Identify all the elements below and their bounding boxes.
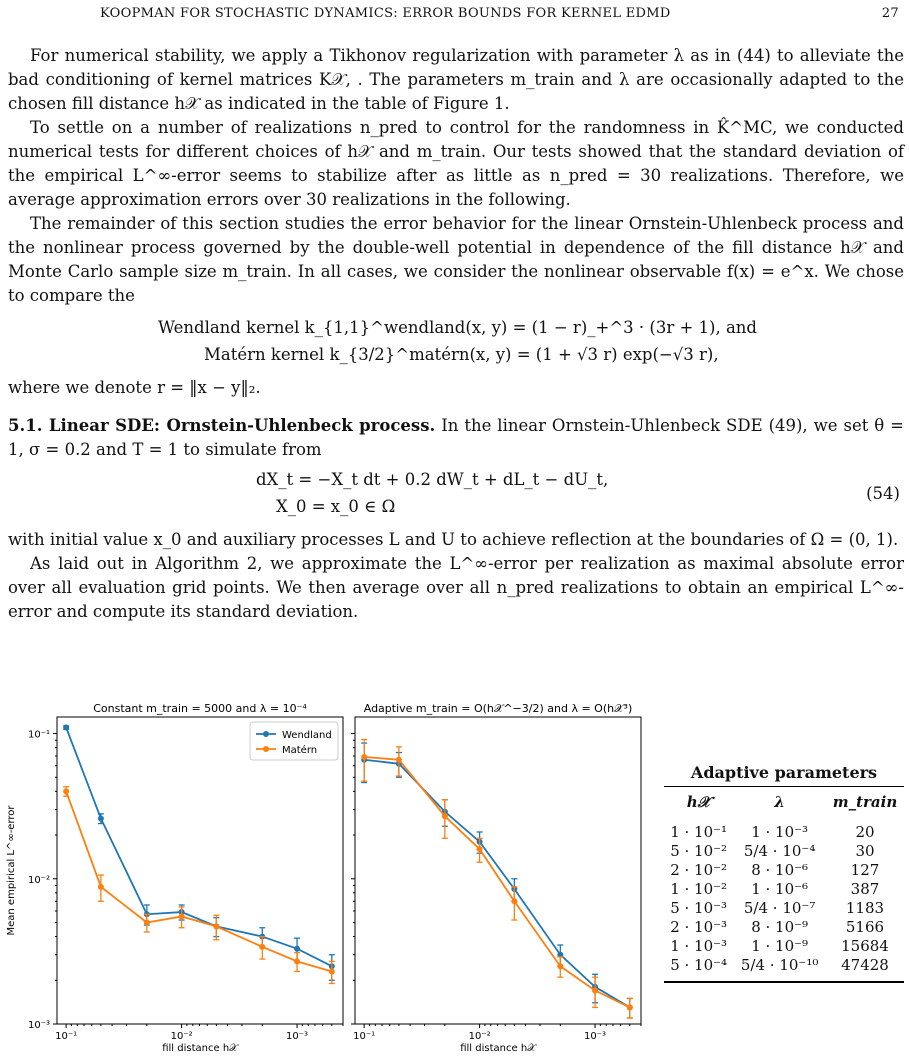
x-tick-label: 10⁻¹	[55, 1031, 78, 1042]
equation-number: (54)	[866, 484, 900, 503]
chart-title: Constant m_train = 5000 and λ = 10⁻⁴	[93, 702, 307, 715]
data-point	[179, 913, 185, 919]
table-cell: 47428	[841, 956, 889, 974]
data-point	[98, 884, 104, 890]
table-cell: 20	[855, 823, 875, 841]
page-number: 27	[881, 6, 899, 21]
table-cell: 15684	[841, 937, 889, 955]
table-row	[664, 861, 904, 880]
data-point	[294, 958, 300, 964]
table-cell: 8 · 10⁻⁹	[751, 918, 809, 936]
table-cell: 1 · 10⁻¹	[670, 823, 728, 841]
paragraph-3: The remainder of this section studies the error behavior for the linear Ornstein-Uhlenbeck process and the nonlinear process governed by the double-well potential in dependence of the fill distance h𝒳 and Monte Carlo sample size m_train. In all cases, we consider the nonlinear observable f(x) = e^x. We chose to compare the	[8, 214, 904, 305]
data-point	[592, 988, 598, 994]
data-point	[627, 1004, 633, 1010]
table-cell: 1 · 10⁻³	[751, 823, 809, 841]
table-cell: 2 · 10⁻²	[670, 861, 728, 879]
chart-title: Adaptive m_train = O(h𝒳^−3/2) and λ = O(h𝒳³)	[363, 702, 633, 715]
table-caption: Adaptive parameters	[690, 763, 878, 782]
table-cell: 1 · 10⁻³	[670, 937, 728, 955]
table-row	[664, 899, 904, 918]
table-cell: 5/4 · 10⁻⁴	[743, 842, 816, 860]
y-axis-label: Mean empirical L^∞-error	[6, 805, 17, 936]
table-cell: 8 · 10⁻⁶	[751, 861, 809, 879]
series-line-wendland	[66, 728, 332, 967]
plot-frame	[57, 717, 343, 1024]
table-cell: 1 · 10⁻²	[670, 880, 728, 898]
col-mtrain: m_train	[832, 793, 898, 811]
table-cell: 5 · 10⁻²	[670, 842, 728, 860]
table-row	[664, 937, 904, 956]
data-point	[511, 898, 517, 904]
table-cell: 1183	[845, 899, 885, 917]
x-axis-label: fill distance h𝒳	[460, 1043, 536, 1054]
legend-marker	[263, 731, 269, 737]
table-cell: 127	[850, 861, 880, 879]
paragraph-6: with initial value x_0 and auxiliary processes L and U to achieve reflection at the boundaries of Ω = (0, 1).	[8, 530, 899, 549]
table-cell: 5 · 10⁻⁴	[670, 956, 728, 974]
table-cell: 5166	[845, 918, 885, 936]
data-point	[63, 788, 69, 794]
sde-line-2: X_0 = x_0 ∈ Ω	[276, 497, 396, 516]
table-row	[664, 880, 904, 899]
x-tick-label: 10⁻³	[584, 1031, 607, 1042]
data-point	[477, 846, 483, 852]
sde-line-1: dX_t = −X_t dt + 0.2 dW_t + dL_t − dU_t,	[256, 470, 609, 489]
table-cell: 387	[850, 880, 880, 898]
series-line-matérn	[364, 757, 630, 1008]
data-point	[144, 919, 150, 925]
paragraph-1: For numerical stability, we apply a Tikhonov regularization with parameter λ as in (44) to alleviate the bad conditioning of kernel matrices K𝒳, . The parameters m_train and λ are occasionally adapted to the chosen fill distance h𝒳 as indicated in the table of Figure 1.	[8, 46, 904, 113]
data-point	[396, 757, 402, 763]
series-line-matérn	[66, 791, 332, 971]
data-point	[329, 968, 335, 974]
table-cell: 5 · 10⁻³	[670, 899, 728, 917]
section-text: In the linear Ornstein-Uhlenbeck SDE (49), we set θ = 1, σ = 0.2 and T = 1 to simulate from	[8, 416, 905, 459]
col-h: h𝒳	[686, 793, 711, 811]
section-5-1	[8, 414, 904, 462]
series-line-wendland	[364, 760, 630, 1008]
data-point	[259, 944, 265, 950]
table-cell: 1 · 10⁻⁶	[751, 880, 809, 898]
sde-equation	[8, 468, 904, 522]
data-point	[294, 946, 300, 952]
table-cell: 1 · 10⁻⁹	[751, 937, 809, 955]
legend-label: Matérn	[282, 745, 318, 756]
data-point	[442, 813, 448, 819]
section-title: 5.1. Linear SDE: Ornstein-Uhlenbeck process.	[8, 416, 436, 435]
table-cell: 5/4 · 10⁻⁷	[743, 899, 816, 917]
y-tick-label: 10⁻³	[27, 1020, 50, 1031]
body-text	[8, 44, 904, 624]
data-point	[557, 963, 563, 969]
table-row	[664, 918, 904, 937]
table-cell: 2 · 10⁻³	[670, 918, 728, 936]
table-cell: 5/4 · 10⁻¹⁰	[740, 956, 819, 974]
data-point	[213, 923, 219, 929]
x-tick-label: 10⁻²	[170, 1031, 193, 1042]
paragraph-2: To settle on a number of realizations n_pred to control for the randomness in K̂^MC, we conducted numerical tests for different choices of h𝒳 and m_train. Our tests showed that the standard deviation of the empirical L^∞-error seems to stabilize after as little as n_pred = 30 realizations. Therefore, we average approximation errors over 30 realizations in the following.	[8, 118, 904, 209]
data-point	[361, 754, 367, 760]
data-point	[98, 816, 104, 822]
col-lambda: λ	[774, 793, 785, 811]
paragraph-4: where we denote r = ‖x − y‖₂.	[8, 378, 261, 397]
adaptive-parameters-table	[664, 763, 904, 983]
x-axis-label: fill distance h𝒳	[162, 1043, 238, 1054]
table-row	[664, 842, 904, 861]
wendland-equation: Wendland kernel k_{1,1}^wendland(x, y) = (1 − r)_+^3 · (3r + 1), and	[158, 318, 757, 337]
legend-label: Wendland	[282, 730, 332, 741]
x-tick-label: 10⁻²	[468, 1031, 491, 1042]
x-tick-label: 10⁻¹	[353, 1031, 376, 1042]
paragraph-7: As laid out in Algorithm 2, we approximate the L^∞-error per realization as maximal absolute error over all evaluation grid points. We then average over all n_pred realizations to obtain an empirical L^∞-error and compute its standard deviation.	[8, 554, 904, 621]
header-title: KOOPMAN FOR STOCHASTIC DYNAMICS: ERROR BOUNDS FOR KERNEL EDMD	[100, 6, 671, 21]
table-row	[664, 817, 904, 842]
table-cell: 30	[855, 842, 875, 860]
kernel-equations	[8, 316, 904, 370]
data-point	[63, 725, 69, 731]
matern-equation: Matérn kernel k_{3/2}^matérn(x, y) = (1 + √3 r) exp(−√3 r),	[204, 345, 719, 364]
legend-marker	[263, 746, 269, 752]
x-tick-label: 10⁻³	[286, 1031, 309, 1042]
y-tick-label: 10⁻¹	[27, 729, 50, 741]
y-tick-label: 10⁻²	[27, 874, 50, 886]
table-row	[664, 956, 904, 982]
